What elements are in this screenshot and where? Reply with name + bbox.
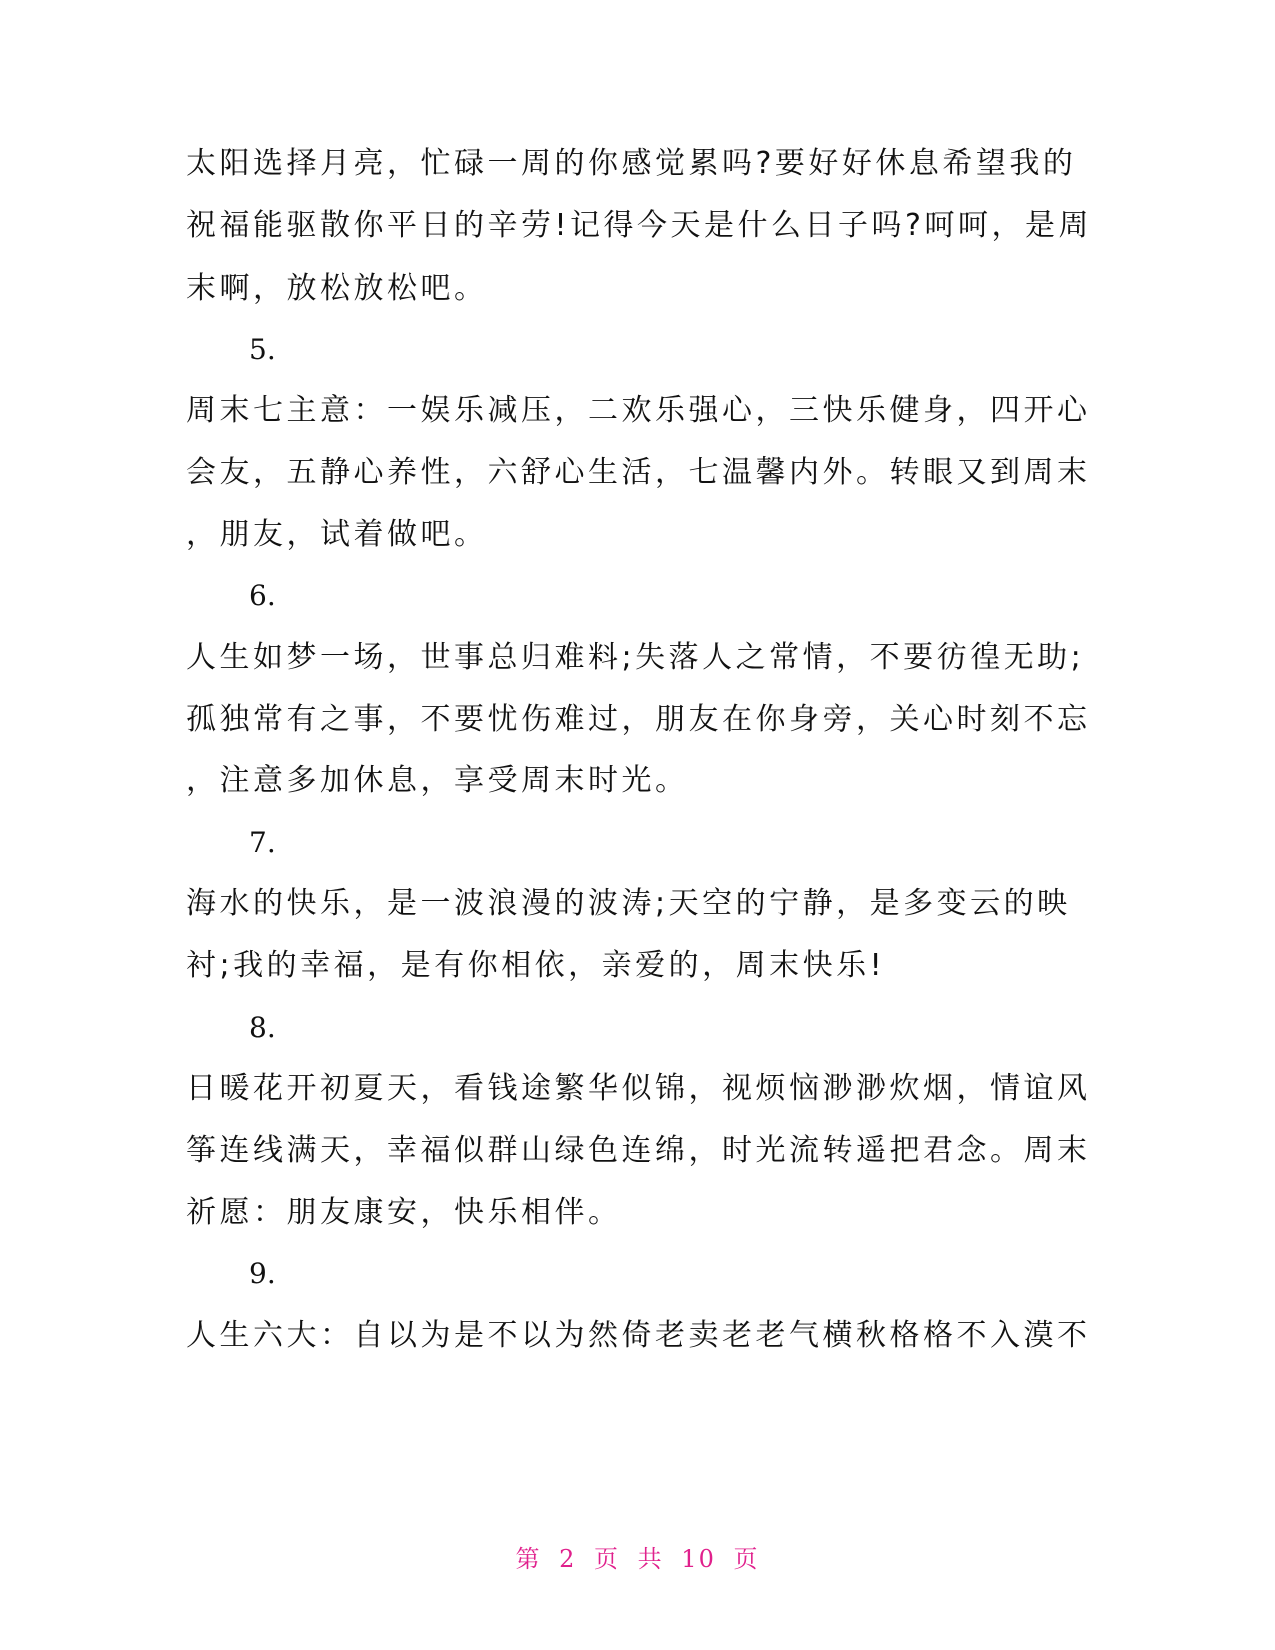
paragraph-line: 祈愿：朋友康安，快乐相伴。 [186, 1195, 622, 1230]
paragraph-line: 太阳选择月亮，忙碌一周的你感觉累吗?要好好休息希望我的 [186, 146, 1077, 181]
paragraph-line: 会友，五静心养性，六舒心生活，七温馨内外。转眼又到周末 [186, 455, 1091, 490]
paragraph-line: 孤独常有之事，不要忧伤难过，朋友在你身旁，关心时刻不忘 [186, 702, 1091, 737]
paragraph-line: 末啊，放松放松吧。 [186, 271, 488, 306]
item-number: 8. [249, 1011, 276, 1044]
item-number: 7. [249, 826, 276, 859]
paragraph-line: 人生六大：自以为是不以为然倚老卖老老气横秋格格不入漠不 [186, 1318, 1091, 1353]
item-number: 9. [249, 1257, 276, 1290]
page-footer: 第 2 页 共 10 页 [515, 1545, 760, 1573]
paragraph-line: 海水的快乐，是一波浪漫的波涛;天空的宁静，是多变云的映 [186, 886, 1071, 921]
paragraph-line: 周末七主意：一娱乐减压，二欢乐强心，三快乐健身，四开心 [186, 393, 1091, 428]
paragraph-line: 筝连线满天，幸福似群山绿色连绵，时光流转遥把君念。周末 [186, 1133, 1091, 1168]
item-number: 6. [249, 579, 276, 612]
paragraph-line: ，注意多加休息，享受周末时光。 [186, 763, 689, 798]
paragraph-line: 衬;我的幸福，是有你相依，亲爱的，周末快乐! [186, 948, 886, 983]
item-number: 5. [249, 333, 276, 366]
paragraph-line: 祝福能驱散你平日的辛劳!记得今天是什么日子吗?呵呵，是周 [186, 208, 1092, 243]
paragraph-line: 人生如梦一场，世事总归难料;失落人之常情，不要彷徨无助; [186, 640, 1085, 675]
paragraph-line: ，朋友，试着做吧。 [186, 517, 488, 552]
paragraph-line: 日暖花开初夏天，看钱途繁华似锦，视烦恼渺渺炊烟，情谊风 [186, 1071, 1091, 1106]
